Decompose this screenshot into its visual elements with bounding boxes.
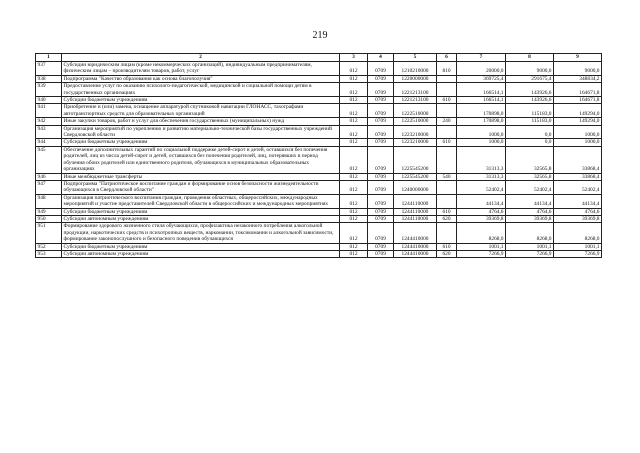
admin-code-cell: 012 [340,83,368,97]
section-code-cell: 0709 [368,250,394,257]
section-code-cell: 0709 [368,180,394,194]
amount-year1-cell: 7266,9 [457,250,506,257]
expense-type-cell: 810 [437,62,457,76]
row-name-cell: Организация мероприятий по укреплению и развитию материально-технической базы государственных учреждений Свердловской области [62,125,340,139]
amount-year2-cell: 32565,8 [506,146,554,173]
expense-type-cell: 240 [437,118,457,125]
row-number-cell: 950 [36,215,62,222]
row-number-cell: 943 [36,125,62,139]
section-code-cell: 0709 [368,173,394,180]
table-row [36,62,602,76]
table-row [36,118,602,125]
section-code-cell: 0709 [368,118,394,125]
target-article-cell: 1225545200 [394,146,437,173]
amount-year2-cell: 1001,1 [506,243,554,250]
admin-code-cell: 012 [340,215,368,222]
header-cell: 9 [554,54,602,62]
row-name-cell: Субсидии бюджетным учреждениям [62,97,340,104]
amount-year2-cell: 115183,0 [506,118,554,125]
table-row [36,139,602,146]
row-number-cell: 944 [36,139,62,146]
expense-type-cell [437,83,457,97]
row-number-cell: 941 [36,104,62,118]
amount-year1-cell: 39369,8 [457,215,506,222]
row-number-cell: 942 [36,118,62,125]
amount-year1-cell: 8268,0 [457,223,506,243]
expense-type-cell: 610 [437,208,457,215]
table-row [36,83,602,97]
amount-year1-cell: 170898,0 [457,118,506,125]
table-row [36,125,602,139]
amount-year2-cell: 115183,0 [506,104,554,118]
target-article-cell: 1244410000 [394,250,437,257]
amount-year2-cell: 7266,9 [506,250,554,257]
row-number-cell: 938 [36,75,62,82]
target-article-cell: 1244110000 [394,215,437,222]
amount-year1-cell: 52402,4 [457,180,506,194]
amount-year3-cell: 39369,8 [554,215,602,222]
row-name-cell: Подпрограмма "Патриотическое воспитание граждан и формирование основ безопасности жизнедеятельности обучающихся в Свердловской области" [62,180,340,194]
section-code-cell: 0709 [368,104,394,118]
amount-year2-cell: 0,0 [506,125,554,139]
target-article-cell: 1225545200 [394,173,437,180]
amount-year3-cell: 33868,4 [554,173,602,180]
row-number-cell: 948 [36,194,62,208]
row-name-cell: Иные закупки товаров, работ и услуг для обеспечения государственных (муниципальных) нужд [62,118,340,125]
amount-year2-cell: 291675,4 [506,75,554,82]
page-number: 219 [312,30,328,41]
row-name-cell: Обеспечение дополнительных гарантий по социальной поддержке детей-сирот и детей, оставшихся без попечения родителей, лиц из числа детей-сирот и детей, оставшихся без попечения родителей, лиц, потерявших в период обучения обоих родителей или единственного родителя, обучающихся в муниципальных образовательных организациях [62,146,340,173]
section-code-cell: 0709 [368,75,394,82]
amount-year1-cell: 170898,0 [457,104,506,118]
expense-type-cell [437,194,457,208]
amount-year2-cell: 143926,6 [506,83,554,97]
amount-year1-cell: 369725,4 [457,75,506,82]
row-name-cell: Субсидии бюджетным учреждениям [62,139,340,146]
admin-code-cell: 012 [340,208,368,215]
amount-year3-cell: 149294,0 [554,104,602,118]
expense-type-cell: 620 [437,215,457,222]
row-name-cell: Субсидии автономным учреждениям [62,250,340,257]
row-number-cell: 937 [36,62,62,76]
target-article-cell: 1223210000 [394,125,437,139]
admin-code-cell: 012 [340,243,368,250]
amount-year3-cell: 33868,4 [554,146,602,173]
amount-year1-cell: 166514,1 [457,97,506,104]
row-number-cell: 939 [36,83,62,97]
table-row [36,250,602,257]
amount-year2-cell: 4764,6 [506,208,554,215]
target-article-cell: 1210210000 [394,62,437,76]
expense-type-cell [437,146,457,173]
amount-year1-cell: 44134,4 [457,194,506,208]
row-name-cell: Субсидии бюджетным учреждениям [62,208,340,215]
amount-year2-cell: 143926,6 [506,97,554,104]
amount-year2-cell: 39369,8 [506,215,554,222]
section-code-cell: 0709 [368,215,394,222]
amount-year1-cell: 1001,1 [457,243,506,250]
amount-year2-cell: 8268,0 [506,223,554,243]
table-row [36,180,602,194]
amount-year3-cell: 1001,1 [554,243,602,250]
section-code-cell: 0709 [368,97,394,104]
amount-year1-cell: 166514,1 [457,83,506,97]
header-cell: 3 [340,54,368,62]
row-number-cell: 953 [36,250,62,257]
section-code-cell: 0709 [368,62,394,76]
row-name-cell: Предоставление услуг по оказанию психолого-педагогической, медицинской и социальной помощи детям в государственных организациях [62,83,340,97]
section-code-cell: 0709 [368,223,394,243]
expense-type-cell [437,104,457,118]
header-cell: 8 [506,54,554,62]
row-number-cell: 952 [36,243,62,250]
admin-code-cell: 012 [340,62,368,76]
row-number-cell: 946 [36,173,62,180]
budget-table [35,53,602,258]
row-number-cell: 949 [36,208,62,215]
amount-year3-cell: 348834,2 [554,75,602,82]
section-code-cell: 0709 [368,243,394,250]
amount-year3-cell: 7266,9 [554,250,602,257]
row-name-cell: Субсидии юридическим лицам (кроме некоммерческих организаций), индивидуальным предпринимателям, физическим лицам – производителям товаров, работ, услуг [62,62,340,76]
target-article-cell: 1240000000 [394,180,437,194]
header-cell: 5 [394,54,437,62]
admin-code-cell: 012 [340,250,368,257]
table-row [36,243,602,250]
table-row [36,215,602,222]
admin-code-cell: 012 [340,173,368,180]
amount-year2-cell: 9000,0 [506,62,554,76]
table-row [36,223,602,243]
row-name-cell: Организация патриотического воспитания граждан, проведения областных, общероссийских, международных мероприятий и участие представителей Свердловской области в общероссийских и международных мероприятиях [62,194,340,208]
admin-code-cell: 012 [340,139,368,146]
row-number-cell: 940 [36,97,62,104]
admin-code-cell: 012 [340,180,368,194]
header-row [36,54,602,62]
table-row [36,194,602,208]
section-code-cell: 0709 [368,83,394,97]
header-cell: 4 [368,54,394,62]
amount-year2-cell: 44134,4 [506,194,554,208]
target-article-cell: 1222510000 [394,104,437,118]
section-code-cell: 0709 [368,125,394,139]
target-article-cell: 1244110000 [394,194,437,208]
row-name-cell: Субсидии бюджетным учреждениям [62,243,340,250]
header-cell: 2 [62,54,340,62]
admin-code-cell: 012 [340,194,368,208]
section-code-cell: 0709 [368,208,394,215]
expense-type-cell: 610 [437,97,457,104]
target-article-cell: 1223210000 [394,139,437,146]
target-article-cell: 1244110000 [394,208,437,215]
section-code-cell: 0709 [368,146,394,173]
row-name-cell: Приобретение и (или) замена, оснащение аппаратурой спутниковой навигации ГЛОНАСС, тахографами автотранспортных средств для образовательных организаций [62,104,340,118]
row-name-cell: Формирование здорового жизненного стиля обучающихся, профилактика незаконного потребления алкогольной продукции, наркотических средств и психотропных веществ, наркомании, токсикомании и алкогольной зависимости, формирование законопослушного и безопасного поведения обучающихся [62,223,340,243]
admin-code-cell: 012 [340,104,368,118]
row-name-cell: Подпрограмма "Качество образования как основа благополучия" [62,75,340,82]
expense-type-cell [437,223,457,243]
expense-type-cell [437,125,457,139]
expense-type-cell: 610 [437,243,457,250]
amount-year1-cell: 1000,0 [457,125,506,139]
row-number-cell: 945 [36,146,62,173]
admin-code-cell: 012 [340,146,368,173]
admin-code-cell: 012 [340,125,368,139]
header-cell: 7 [457,54,506,62]
amount-year3-cell: 4764,6 [554,208,602,215]
amount-year1-cell: 1000,0 [457,139,506,146]
row-number-cell: 951 [36,223,62,243]
amount-year1-cell: 4764,6 [457,208,506,215]
amount-year3-cell: 164671,8 [554,83,602,97]
amount-year3-cell: 1000,0 [554,139,602,146]
admin-code-cell: 012 [340,118,368,125]
section-code-cell: 0709 [368,194,394,208]
target-article-cell: 1222510000 [394,118,437,125]
target-article-cell: 1244410000 [394,223,437,243]
amount-year2-cell: 32565,8 [506,173,554,180]
amount-year2-cell: 0,0 [506,139,554,146]
table-body [36,62,602,258]
amount-year3-cell: 164671,8 [554,97,602,104]
table-row [36,97,602,104]
target-article-cell: 1221213100 [394,83,437,97]
expense-type-cell [437,75,457,82]
admin-code-cell: 012 [340,75,368,82]
table-row [36,75,602,82]
row-name-cell: Иные межбюджетные трансферты [62,173,340,180]
target-article-cell: 1220000000 [394,75,437,82]
table-row [36,208,602,215]
amount-year1-cell: 20000,0 [457,62,506,76]
table-row [36,104,602,118]
admin-code-cell: 012 [340,97,368,104]
amount-year3-cell: 9000,0 [554,62,602,76]
header-cell: 6 [437,54,457,62]
amount-year1-cell: 31313,3 [457,146,506,173]
amount-year3-cell: 149294,0 [554,118,602,125]
expense-type-cell: 610 [437,139,457,146]
row-name-cell: Субсидии автономным учреждениям [62,215,340,222]
row-number-cell: 947 [36,180,62,194]
section-code-cell: 0709 [368,139,394,146]
target-article-cell: 1244410000 [394,243,437,250]
expense-type-cell: 620 [437,250,457,257]
amount-year2-cell: 52402,4 [506,180,554,194]
amount-year1-cell: 31313,3 [457,173,506,180]
table-row [36,146,602,173]
expense-type-cell: 540 [437,173,457,180]
amount-year3-cell: 1000,0 [554,125,602,139]
admin-code-cell: 012 [340,223,368,243]
budget-table-wrapper [35,53,601,258]
expense-type-cell [437,180,457,194]
amount-year3-cell: 8268,0 [554,223,602,243]
amount-year3-cell: 44134,4 [554,194,602,208]
header-cell: 1 [36,54,62,62]
table-row [36,173,602,180]
amount-year3-cell: 52402,4 [554,180,602,194]
target-article-cell: 1221213100 [394,97,437,104]
